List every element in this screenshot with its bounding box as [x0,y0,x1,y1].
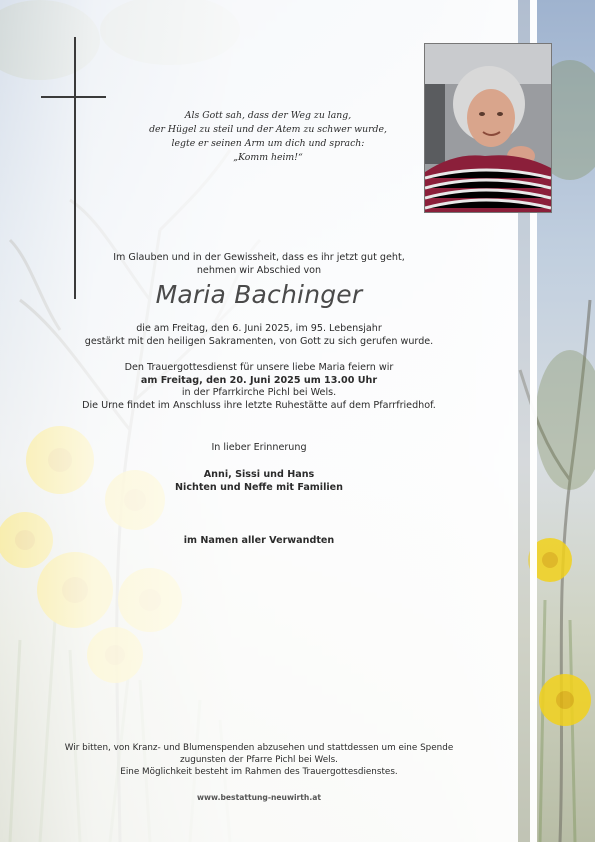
request-line: zugunsten der Pfarre Pichl bei Wels. [180,755,338,765]
poem [128,109,408,165]
death-line: die am Freitag, den 6. Juni 2025, im 95. Lebensjahr [136,323,382,334]
survivors [0,469,518,494]
survivors-line: Anni, Sissi und Hans [203,469,315,480]
service-details [0,362,518,412]
request-line: Wir bitten, von Kranz- und Blumenspenden abzusehen und stattdessen um eine Spende [64,743,454,753]
funeral-home-website[interactable]: www.bestattung-neuwirth.at [197,793,321,802]
cross-horizontal-bar [41,96,106,98]
memory-heading: In lieber Erinnerung [211,442,307,453]
portrait-image [425,44,551,212]
service-location: in der Pfarrkirche Pichl bei Wels. [181,387,337,399]
deceased-name: Maria Bachinger [155,280,363,309]
poem-line: „Komm heim!“ [233,152,303,163]
on-behalf-of-relatives: im Namen aller Verwandten [183,535,335,546]
portrait-photo [424,43,552,213]
death-line: gestärkt mit den heiligen Sakramenten, von Gott zu sich gerufen wurde. [84,335,434,347]
donation-request [0,742,518,778]
request-line: Eine Möglichkeit besteht im Rahmen des Trauergottesdienstes. [120,767,398,777]
service-intro: Den Trauergottesdienst für unsere liebe Maria feiern wir [124,362,394,373]
intro-line: nehmen wir Abschied von [196,264,322,276]
service-date-time: am Freitag, den 20. Juni 2025 um 13.00 Uhr [140,374,378,386]
survivors-line: Nichten und Neffe mit Familien [175,481,343,493]
intro-line: Im Glauben und in der Gewissheit, dass es ihr jetzt gut geht, [113,252,405,263]
death-notice [0,323,518,348]
intro-text [0,252,518,277]
poem-line: Als Gott sah, dass der Weg zu lang, [184,110,352,121]
poem-line: legte er seinen Arm um dich und sprach: [171,138,365,149]
urn-burial-note: Die Urne findet im Anschluss ihre letzte Ruhestätte auf dem Pfarrfriedhof. [82,399,436,411]
poem-line: der Hügel zu steil und der Atem zu schwer wurde, [149,124,387,135]
